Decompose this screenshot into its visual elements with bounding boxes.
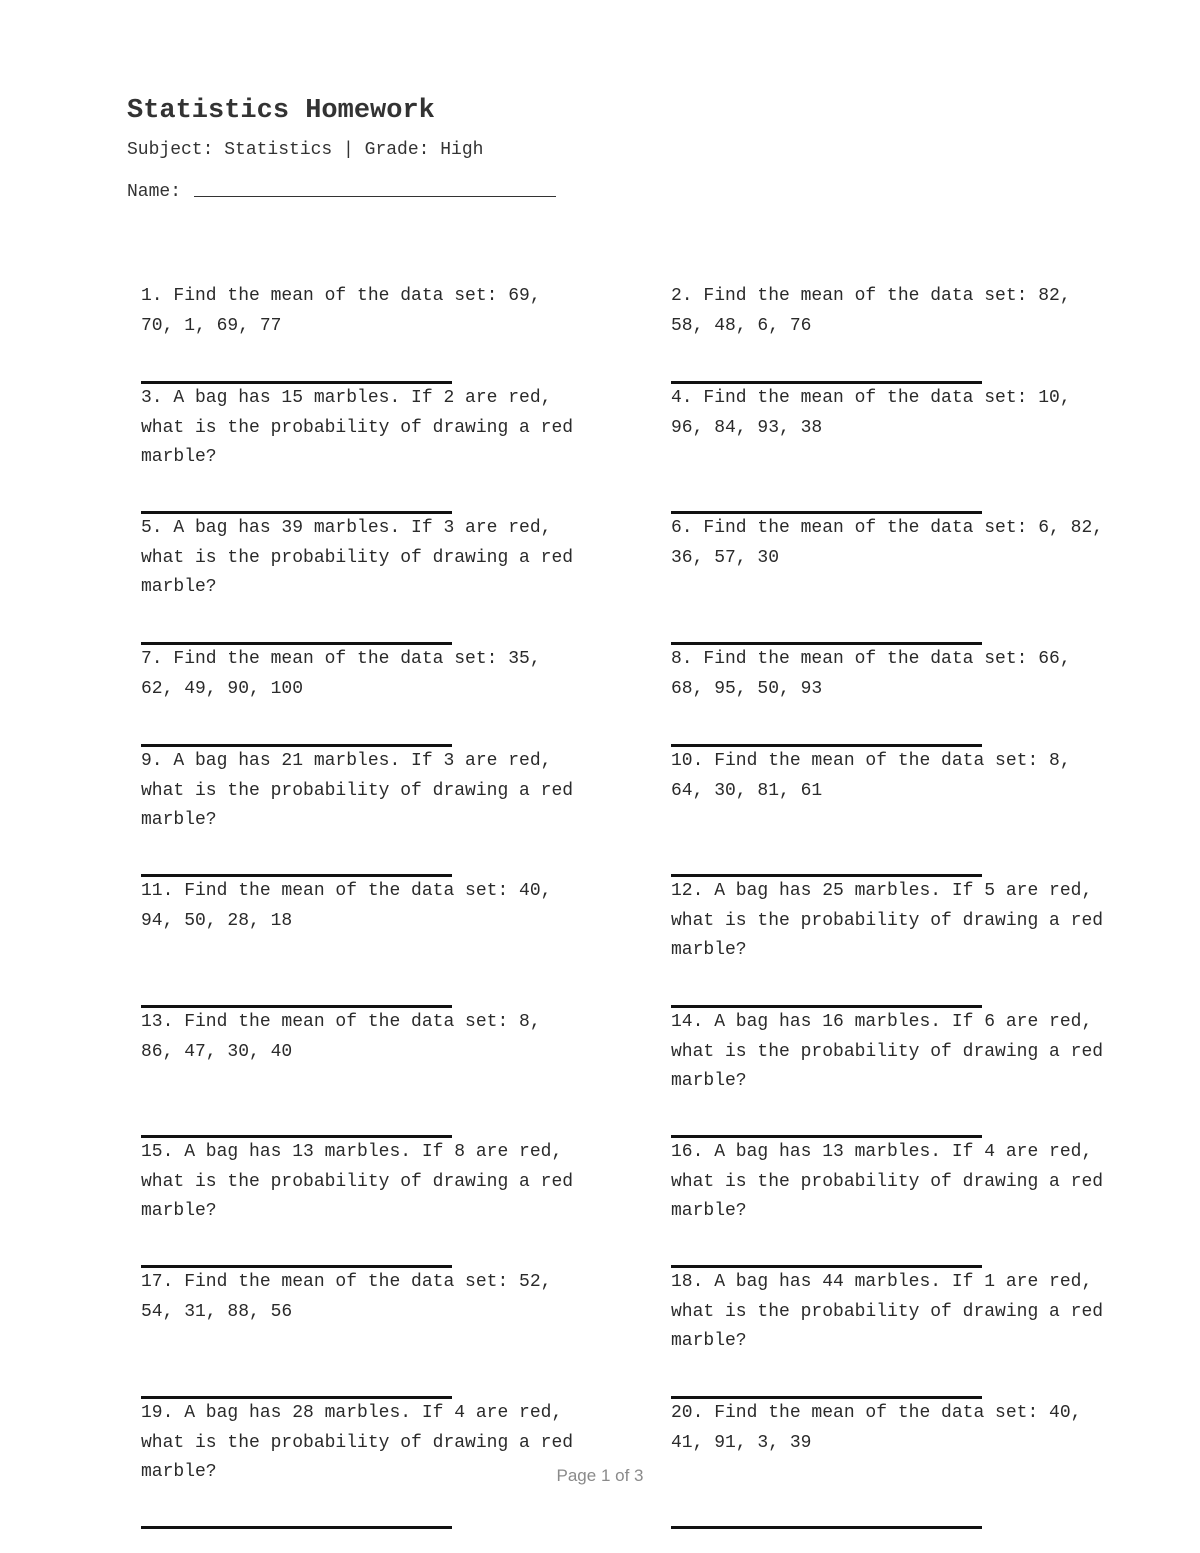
problem-item xyxy=(671,514,1141,645)
problem-item xyxy=(671,877,1141,1008)
problem-item xyxy=(671,1268,1141,1399)
problem-text: 10. Find the mean of the data set: 8, 64, 30, 81, 61 xyxy=(671,751,1071,801)
problem-text: 7. Find the mean of the data set: 35, 62, 49, 90, 100 xyxy=(141,649,541,699)
page-number: Page 1 of 3 xyxy=(556,1466,644,1485)
problem-text: 2. Find the mean of the data set: 82, 58, 48, 6, 76 xyxy=(671,286,1071,336)
problem-item xyxy=(141,1138,671,1268)
problem-text: 12. A bag has 25 marbles. If 5 are red, what is the probability of drawing a red marble? xyxy=(671,881,1104,960)
problem-text: 18. A bag has 44 marbles. If 1 are red, what is the probability of drawing a red marble? xyxy=(671,1272,1104,1351)
name-blank-line xyxy=(194,195,556,197)
problem-grid xyxy=(141,282,1141,1529)
problem-text: 9. A bag has 21 marbles. If 3 are red, what is the probability of drawing a red marble? xyxy=(141,751,574,830)
name-field-row xyxy=(127,181,556,203)
answer-line[interactable] xyxy=(671,1526,982,1529)
problem-text: 1. Find the mean of the data set: 69, 70, 1, 69, 77 xyxy=(141,286,541,336)
problem-text: 6. Find the mean of the data set: 6, 82, 36, 57, 30 xyxy=(671,518,1104,568)
page-title: Statistics Homework xyxy=(127,96,435,126)
problem-item xyxy=(141,1008,671,1138)
problem-item xyxy=(141,877,671,1008)
problem-item xyxy=(671,645,1141,747)
name-label: Name: xyxy=(127,182,182,202)
problem-item xyxy=(671,747,1141,877)
problem-text: 4. Find the mean of the data set: 10, 96, 84, 93, 38 xyxy=(671,388,1071,438)
problem-item xyxy=(141,645,671,747)
problem-text: 3. A bag has 15 marbles. If 2 are red, what is the probability of drawing a red marble? xyxy=(141,388,574,467)
problem-item xyxy=(141,282,671,384)
problem-text: 15. A bag has 13 marbles. If 8 are red, what is the probability of drawing a red marble? xyxy=(141,1142,574,1221)
problem-item xyxy=(671,1138,1141,1268)
subject-grade-line: Subject: Statistics | Grade: High xyxy=(127,140,484,160)
problem-text: 17. Find the mean of the data set: 52, 54, 31, 88, 56 xyxy=(141,1272,552,1322)
problem-item xyxy=(671,1008,1141,1138)
problem-item xyxy=(671,282,1141,384)
problem-item xyxy=(141,1268,671,1399)
problem-item xyxy=(671,384,1141,514)
problem-text: 16. A bag has 13 marbles. If 4 are red, what is the probability of drawing a red marble? xyxy=(671,1142,1104,1221)
problem-item xyxy=(141,384,671,514)
answer-line[interactable] xyxy=(141,1526,452,1529)
problem-text: 5. A bag has 39 marbles. If 3 are red, what is the probability of drawing a red marble? xyxy=(141,518,574,597)
problem-item xyxy=(141,747,671,877)
problem-item xyxy=(671,1399,1141,1529)
problem-item xyxy=(141,1399,671,1529)
problem-text: 19. A bag has 28 marbles. If 4 are red, what is the probability of drawing a red marble? xyxy=(141,1403,574,1482)
problem-item xyxy=(141,514,671,645)
problem-text: 13. Find the mean of the data set: 8, 86, 47, 30, 40 xyxy=(141,1012,541,1062)
problem-text: 11. Find the mean of the data set: 40, 94, 50, 28, 18 xyxy=(141,881,552,931)
problem-text: 20. Find the mean of the data set: 40, 41, 91, 3, 39 xyxy=(671,1403,1082,1453)
problem-text: 8. Find the mean of the data set: 66, 68, 95, 50, 93 xyxy=(671,649,1071,699)
problem-text: 14. A bag has 16 marbles. If 6 are red, what is the probability of drawing a red marble? xyxy=(671,1012,1104,1091)
